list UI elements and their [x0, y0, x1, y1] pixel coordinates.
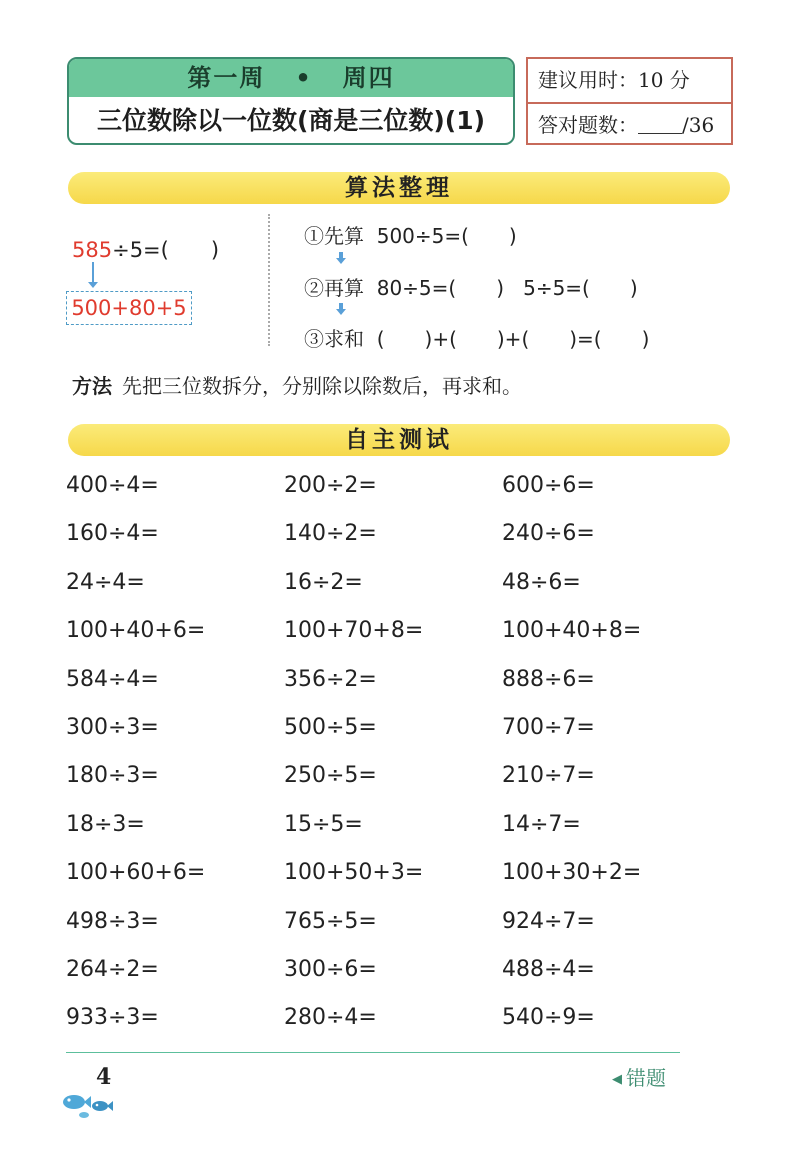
example-dividend: 585: [72, 238, 113, 262]
problem-item[interactable]: 888÷6=: [502, 666, 595, 692]
step-3-expr: ( )+( )+( )=( ): [376, 327, 650, 351]
correct-count-total: /36: [682, 113, 715, 137]
day-label: 周四: [342, 64, 395, 92]
problem-item[interactable]: 250÷5=: [284, 763, 377, 789]
step-1-expr: 500÷5=( ): [376, 224, 517, 248]
step-2-label: ②再算: [304, 276, 364, 300]
split-expression: 500+80+5: [66, 291, 192, 325]
problem-item[interactable]: 140÷2=: [284, 521, 377, 547]
problem-item[interactable]: 100+40+8=: [502, 618, 642, 644]
problem-item[interactable]: 15÷5=: [284, 811, 363, 837]
correct-count-blank[interactable]: [638, 111, 682, 134]
problem-item[interactable]: 264÷2=: [66, 956, 159, 982]
week-day-header: [69, 59, 513, 97]
algorithm-section-header: 算法整理: [68, 172, 730, 204]
problem-item[interactable]: 584÷4=: [66, 666, 159, 692]
problem-item[interactable]: 48÷6=: [502, 569, 581, 595]
step-2: [304, 272, 638, 301]
problem-item[interactable]: 300÷3=: [66, 714, 159, 740]
separator-dot: •: [295, 64, 313, 92]
page-number: 4: [96, 1064, 112, 1090]
week-label: 第一周: [187, 64, 266, 92]
lesson-title-box: [67, 57, 515, 145]
problem-grid: [66, 470, 746, 1051]
wrong-questions-link[interactable]: [612, 1062, 666, 1091]
step-1-label: ①先算: [304, 224, 364, 248]
problem-item[interactable]: 210÷7=: [502, 763, 595, 789]
problem-item[interactable]: 498÷3=: [66, 908, 159, 934]
down-arrow-icon: [337, 252, 345, 264]
problem-item[interactable]: 300÷6=: [284, 956, 377, 982]
problem-item[interactable]: 700÷7=: [502, 714, 595, 740]
problem-item[interactable]: 600÷6=: [502, 473, 595, 498]
method-text: 先把三位数拆分，分别除以除数后，再求和。: [122, 374, 522, 398]
method-note: [72, 370, 522, 399]
example-expression: [72, 234, 219, 264]
problem-item[interactable]: 100+50+3=: [284, 860, 424, 886]
footer-divider: [66, 1052, 680, 1053]
self-test-section-header: 自主测试: [68, 424, 730, 456]
down-arrow-icon: [92, 262, 94, 284]
step-2-expr-a: 80÷5=( ): [376, 276, 505, 300]
down-arrow-icon: [337, 303, 345, 315]
problem-item[interactable]: 280÷4=: [284, 1005, 377, 1031]
dotted-divider: [268, 214, 270, 346]
problem-item[interactable]: 180÷3=: [66, 763, 159, 789]
problem-item[interactable]: 924÷7=: [502, 908, 595, 934]
step-3: [304, 323, 649, 352]
step-1: [304, 220, 517, 249]
problem-item[interactable]: 16÷2=: [284, 569, 363, 595]
problem-item[interactable]: 14÷7=: [502, 811, 581, 837]
problem-item[interactable]: 933÷3=: [66, 1005, 159, 1031]
problem-item[interactable]: 356÷2=: [284, 666, 377, 692]
problem-item[interactable]: 488÷4=: [502, 956, 595, 982]
problem-item[interactable]: 100+30+2=: [502, 860, 642, 886]
problem-item[interactable]: 100+40+6=: [66, 618, 206, 644]
triangle-left-icon: ◀: [612, 1072, 622, 1087]
problem-item[interactable]: 540÷9=: [502, 1005, 595, 1031]
problem-item[interactable]: 500÷5=: [284, 714, 377, 740]
problem-item[interactable]: 240÷6=: [502, 521, 595, 547]
problem-item[interactable]: 24÷4=: [66, 569, 145, 595]
problem-item[interactable]: 100+70+8=: [284, 618, 424, 644]
problem-item[interactable]: 765÷5=: [284, 908, 377, 934]
suggested-time: 建议用时：10 分: [538, 68, 690, 92]
problem-item[interactable]: 18÷3=: [66, 811, 145, 837]
step-3-label: ③求和: [304, 327, 364, 351]
correct-count-label: 答对题数：: [538, 113, 638, 137]
info-box: [526, 57, 733, 145]
correct-count-row: [528, 102, 731, 147]
example-rest: ÷5=( ): [112, 238, 220, 262]
wrong-questions-label: 错题: [626, 1066, 666, 1090]
problem-item[interactable]: 400÷4=: [66, 473, 159, 498]
fish-decoration-icon: [60, 1090, 122, 1120]
problem-item[interactable]: 100+60+6=: [66, 860, 206, 886]
problem-item[interactable]: 200÷2=: [284, 473, 377, 498]
lesson-title: 三位数除以一位数(商是三位数)(1): [96, 106, 486, 135]
step-2-expr-b: 5÷5=( ): [523, 276, 638, 300]
problem-item[interactable]: 160÷4=: [66, 521, 159, 547]
method-label: 方法: [72, 374, 112, 398]
